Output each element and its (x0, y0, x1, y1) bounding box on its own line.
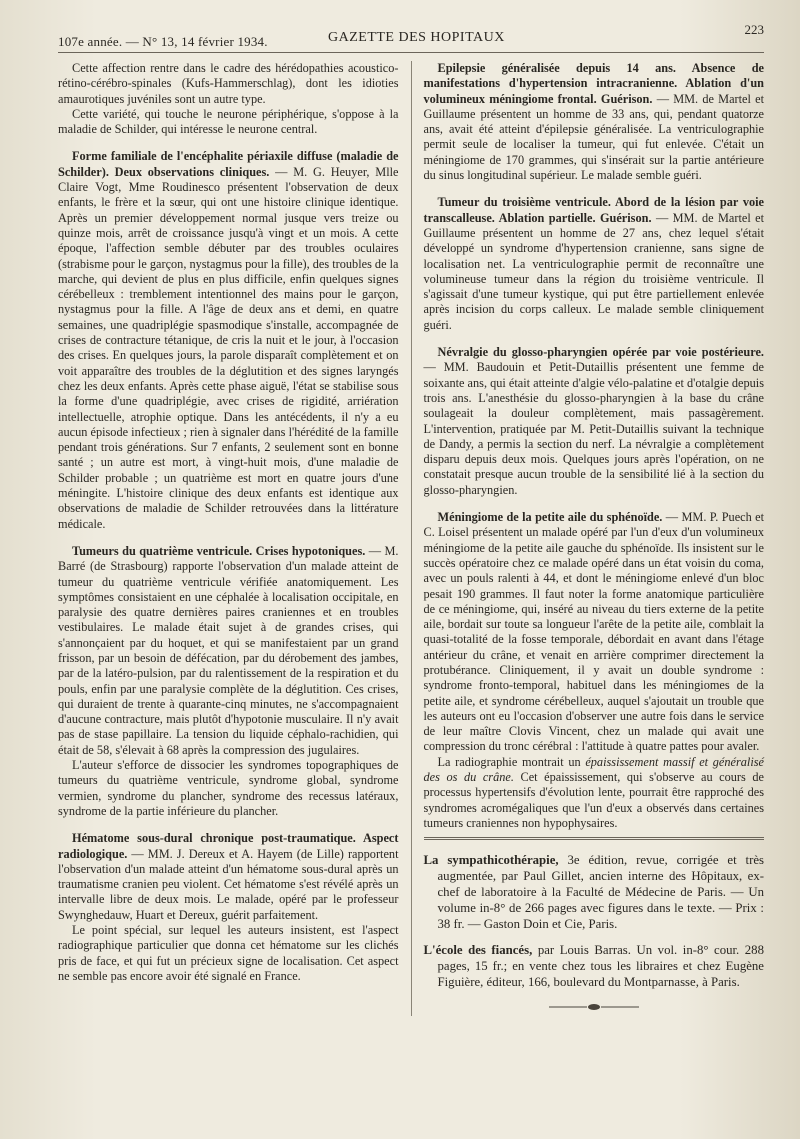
two-column-body (58, 61, 764, 1016)
article-glossopharyngeal (424, 345, 765, 498)
article-text: rapporte l'observation d'un malade atteint de tumeur du quatrième ventricule vérifiée anatomiquement. Les symptômes consistaient en une céphalée à localisation occipitale, en paralysie des quatre dernières paires craniennes et en troubles vestibulaires. Le malade était sujet à de grandes crises, qui s'annonçaient par du hoquet, et qui se manifestaient par un grand frisson, par un besoin de défécation, par du dérobement des jambes, par de la latéro-pulsion, par du ralentissement de la respiration et du pouls, enfin par une paralysie complète de la déglutition. Ces crises, qui duraient de trente à quarante-cinq minutes, ne s'accompagnaient d'aucune contracture, mais plutôt d'hypotonie musculaire. Il n'y avait pas de stase papillaire. La tension du liquide céphalo-rachidien, qui était de 58, s'élevait à 68 après la compression des jugulaires. (58, 559, 399, 757)
section-divider (424, 837, 765, 840)
issue-line: 107e année. — N° 13, 14 février 1934. (58, 34, 268, 49)
article-text: Cet épaississement, qui s'observe au cours de processus hypertensifs d'évolution lente, pourrait être rapproché des syndromes acromégaliques que l'un d'eux a observés dans certaines tumeurs craniennes non hypophysaires. (423, 770, 764, 830)
article-text: Le point spécial, sur lequel les auteurs insistent, est l'aspect radiographique particulier que donna cet hématome sur les clichés pris de face, et qui fut un précieux signe de localisation. Cet aspect ne semble pas encore avoir été signalé en France. (58, 923, 399, 983)
running-header (58, 22, 764, 53)
article-text: présentent un malade opéré par l'un d'eux d'un volumineux méningiome de la petite aile gauche du sphénoïde. Ils insistent sur le succès opératoire chez ce malade opéré dans un état voisin du coma, avec un pouls ralenti à 44, et dont le méningiome enlevé d'un bloc pesait 190 grammes. Il faut noter la forme anatomique particulière de ce méningiome, qui, inséré au niveau du tiers externe de la petite aile, bordait sur toute sa longueur l'arête de la petite aile, comblait la quasi-totalité de la fosse temporale, débordait en avant dans l'étage antérieur du crâne, et venait en arrière comprimer directement la protubérance. Cliniquement, il y avait un double syndrome : syndrome fronto-temporal, habituel dans les méningiomes de la petite aile, et syndrome cérébelleux, auquel s'ajoutait un trouble que les auteurs ont eu l'occasion d'observer une autre fois dans le service de leur maître Clovis Vincent, chez un malade qui avait une compression du tronc cérébral : l'attitude à quatre pattes pour avaler. (423, 525, 764, 754)
article-text: rapportent l'observation d'un malade atteint d'un hématome sous-dural après un traumatisme cranien peu violent. Cet hématome s'est révélé après un intervalle libre de deux mois. Le malade, opéré par le professeur Swynghedauw, Huart et Dereux, guérit parfaitement. (58, 846, 399, 922)
article-text: présentent un homme de 33 ans, qui, pendant quatorze ans, avait été atteint d'épilepsie généralisée. La ventriculographie permit seule de localiser la tumeur, qui fut enlevée. C'était un méningiome de 170 grammes, qui s'insérait sur la partie antérieure du sinus longitudinal supérieur. Le malade semble guéri. (423, 106, 764, 183)
right-column (411, 61, 765, 1016)
article-hematoma (58, 831, 399, 984)
book-notice (424, 852, 765, 932)
article-title: Tumeur du troisième ventricule. Abord de la lésion par voie transcalleuse. Ablation partielle. Guérison. (423, 195, 764, 225)
book-notices (424, 852, 765, 1016)
article-emphasis: épaississement massif et généralisé des os du crâne. (423, 754, 765, 785)
left-column (58, 61, 411, 1016)
article-title: Forme familiale de l'encéphalite périaxile diffuse (maladie de Schilder). Deux observations cliniques. (58, 149, 399, 179)
article-authors: — MM. de Martel et Guillaume (423, 91, 765, 121)
article-authors: — MM. J. Dereux et A. Hayem (de Lille) (131, 846, 344, 861)
article-title: Epilepsie généralisée depuis 14 ans. Absence de manifestations d'hypertension intracranienne. Ablation d'un volumineux méningiome frontal. Guérison. (423, 61, 764, 106)
article-title: Névralgie du glosso-pharyngien opérée par voie postérieure. (437, 345, 764, 360)
page-number: 223 (744, 22, 764, 37)
article-epilepsy (424, 61, 765, 183)
article-authors: — MM. P. Puech et C. Loisel (423, 510, 765, 540)
article-authors: — MM. Baudouin et Petit-Dutaillis (423, 360, 619, 375)
article-text: L'auteur s'efforce de dissocier les syndromes topographiques de tumeurs du quatrième ventricule, syndrome global, syndrome vermien, syndrome du plancher, syndrome des recessus latéraux, syndrome de la partie inférieure du plancher. (58, 758, 399, 818)
article-text: La radiographie montrait un (437, 754, 581, 769)
article-sphenoid-meningioma (424, 510, 765, 831)
article-title: Hématome sous-dural chronique post-traumatique. Aspect radiologique. (58, 831, 399, 861)
article-third-ventricle (424, 195, 765, 333)
intro-paragraph: Cette variété, qui touche le neurone périphérique, s'oppose à la maladie de Schilder, qui intéresse le neurone central. (58, 106, 399, 137)
article-text: présentent un homme de 27 ans, chez lequel s'était développé un syndrome d'hypertension cranienne, sans signe de localisation net. La ventriculographie permit de reconnaître une volumineuse tumeur dans la région du troisième ventricule. Il s'agissait d'une tumeur kystique, qui put être partiellement enlevée après incision du corps calleux. Le malade semble cliniquement guéri. (423, 225, 764, 332)
intro-paragraph: Cette affection rentre dans le cadre des hérédopathies acoustico-rétino-cérébro-spinales (Kufs-Hammerschlag), dont les idioties amaurotiques juvéniles sont un autre type. (58, 61, 399, 106)
ornament-icon (549, 1003, 639, 1011)
article-authors: — MM. de Martel et Guillaume (423, 210, 765, 240)
article-text: présentent l'observation de deux enfants, le frère et la sœur, qui ont une histoire clinique identique. Après un premier développement normal jusque vers treize ou quinze mois, arrêt de croissance jusqu'à vingt et un mois. A cette époque, l'affection semble débuter par des troubles oculaires (strabisme pour le garçon, nystagmus pour la fille), des troubles de la marche, qui devient de plus en plus difficile, enfin quelques signes cérébelleux : tremblement intentionnel des mains pour le garçon, nystagmus pour la fille. A l'âge de deux ans et demi, en quatre semaines, une quadriplégie spasmodique s'installe, accompagnée de crises de contracture tétanique, de cris la nuit et le jour, à l'occasion des crises. En quelques jours, la parole disparaît complètement et on voit apparaître des troubles de la déglutition et des signes laryngés chez les deux enfants. Après cette phase aiguë, l'état se stabilise sous la forme d'une quadriplégie, avec crises de rigidité, arriération intellectuelle, atrophie optique. Dans les antécédents, il n'y a eu aucun épisode infectieux ; rien à signaler dans l'hérédité de la famille pendant trois générations. Sur 7 enfants, 2 seulement sont en bonne santé ; un autre est mort, à vingt-huit mois, d'une maladie de Schilder probable ; un quatrième est mort en quatre jours d'une méningite. L'histoire clinique des deux enfants est identique aux observations de maladie de Schilder retrouvées dans la littérature médicale. (58, 180, 399, 531)
article-authors: — M. Barré (de Strasbourg) (58, 543, 399, 574)
article-authors: — M. G. Heuyer, Mlle Claire Vogt, Mme Roudinesco (58, 164, 399, 195)
article-title: Méningiome de la petite aile du sphénoïde. (437, 510, 663, 525)
book-title: La sympathicothérapie, (423, 853, 559, 868)
article-title: Tumeurs du quatrième ventricule. Crises hypotoniques. (72, 543, 366, 558)
ornament-divider (424, 1000, 765, 1016)
article-text: présentent une femme de soixante ans, qui était atteinte d'algie vélo-palatine et d'otalgie depuis trois ans. L'anesthésie du glosso-pharyngien à la base du crâne soulageait la douleur complètement, mais passagèrement. L'intervention, pratiquée par M. Petit-Dutaillis suivant la technique de Dandy, a permis la section du nerf. La névralgie a complètement disparu depuis deux mois. Quelques jours après l'opération, on ne constatait presque aucun trouble de la sensibilité lié à la section du glosso-pharyngien. (423, 360, 764, 497)
book-description: 3e édition, revue, corrigée et très augmentée, par Paul Gillet, ancien interne des Hôpitaux, ex-chef de laboratoire à la Faculté de Médecine de Paris. — Un volume in-8° de 266 pages avec figures dans le texte. — Prix : 38 fr. — Gaston Doin et Cie, Paris. (437, 853, 765, 932)
journal-title: GAZETTE DES HOPITAUX (328, 30, 505, 45)
book-notice (424, 942, 765, 990)
article-fourth-ventricle (58, 544, 399, 819)
book-description: par Louis Barras. Un vol. in-8° cour. 288 pages, 15 fr.; en vente chez tous les libraires et chez Eugène Figuière, éditeur, 166, boulevard du Montparnasse, à Paris. (437, 943, 764, 990)
book-title: L'école des fiancés, (423, 943, 533, 958)
article-schilder (58, 149, 399, 531)
